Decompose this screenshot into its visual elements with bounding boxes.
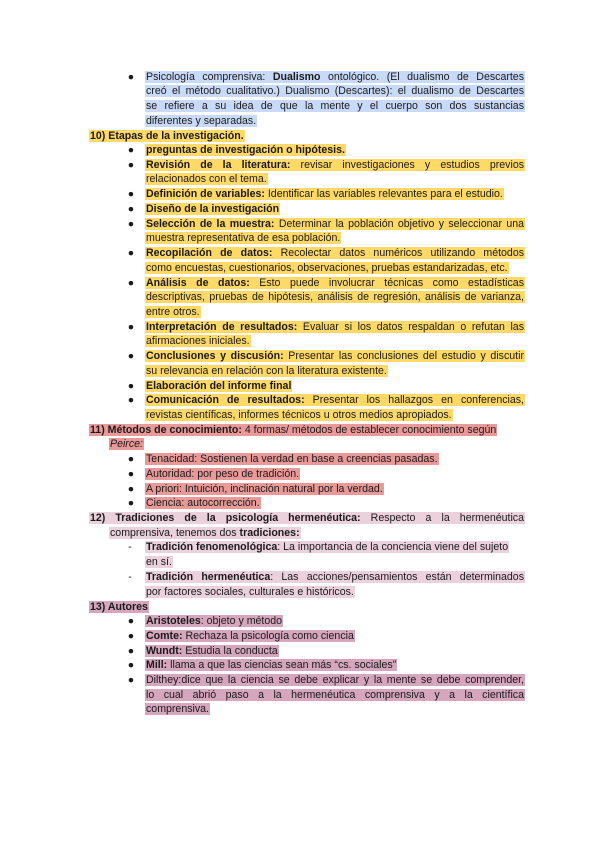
s10-item6: Recopilación de datos: Recolectar datos numéricos utilizando métodos	[146, 247, 525, 259]
item9-line3: se refiere a su idea de que la mente y el cuerpo son dos sustancias	[146, 100, 524, 112]
s10-item6-cont: como encuestas, cuestionarios, observaciones, pruebas estandarizadas, etc.	[146, 262, 508, 274]
s10-item8: Interpretación de resultados: Evaluar si los datos respaldan o refutan las	[146, 321, 524, 333]
s10-item2-cont: relacionados con el tema.	[146, 173, 267, 185]
bullet-icon: ●	[127, 645, 135, 657]
s13-dilthey-line3: comprensiva.	[146, 703, 209, 715]
s13-dilthey-line2: lo cual abrió paso a la hermenéutica comprensiva y a la científica	[146, 689, 524, 701]
bullet-icon: ●	[127, 71, 135, 83]
s13-item3: Wundt: Estudia la conducta	[146, 645, 278, 657]
s10-item7-cont2: entre otros.	[146, 306, 200, 318]
s13-item4: Mill: llama a que las ciencias sean más “cs. sociales”	[146, 659, 397, 671]
bullet-icon: ●	[127, 659, 135, 671]
s12-item1: Tradición fenomenológica: La importancia de la conciencia viene del sujeto	[146, 541, 509, 553]
bullet-icon: ●	[127, 497, 135, 509]
bullet-icon: ●	[127, 247, 135, 259]
s10-item11-cont: revistas científicas, informes técnicos u otros medios apropiados.	[146, 409, 452, 421]
item9-line1: Psicología comprensiva: Dualismo ontológico. (El dualismo de Descartes	[146, 71, 524, 83]
s12-item1-cont: en sí.	[146, 556, 172, 568]
bullet-icon: ●	[127, 380, 135, 392]
section10-heading: 10) Etapas de la investigación.	[90, 130, 244, 142]
s11-item3: A priori: Intuición, inclinación natural por la verdad.	[146, 483, 383, 495]
bullet-icon: ●	[127, 159, 135, 171]
section11-heading: 11) Métodos de conocimiento: 4 formas/ métodos de establecer conocimiento según	[90, 424, 497, 436]
s10-item9-cont: su relevancia en relación con la literatura existente.	[146, 365, 387, 377]
s11-item2: Autoridad: por peso de tradición.	[146, 468, 300, 480]
s10-item11: Comunicación de resultados: Presentar los hallazgos en conferencias,	[146, 394, 524, 406]
s13-dilthey-line1: Dilthey:dice que la ciencia se debe explicar y la mente se debe comprender,	[146, 674, 524, 686]
s13-item1: Aristoteles: objeto y método	[146, 615, 283, 627]
s10-item2: Revisión de la literatura: revisar investigaciones y estudios previos	[146, 159, 525, 171]
s12-item2-cont: por factores sociales, culturales e históricos.	[146, 586, 354, 598]
dash-icon: -	[128, 541, 132, 553]
bullet-icon: ●	[127, 630, 135, 642]
bullet-icon: ●	[127, 483, 135, 495]
section13-heading: 13) Autores	[90, 601, 148, 613]
item9-line4: diferentes y separadas.	[146, 115, 257, 127]
s10-item5: Selección de la muestra: Determinar la población objetivo y seleccionar una	[146, 218, 525, 230]
bullet-icon: ●	[127, 350, 135, 362]
s10-item7-cont: descriptivas, pruebas de hipótesis, análisis de regresión, análisis de varianza,	[146, 291, 524, 303]
item9-line2: creó el método cualitativo.) Dualismo (Descartes): el dualismo de Descartes	[146, 85, 524, 97]
bullet-icon: ●	[127, 203, 135, 215]
s10-item1: preguntas de investigación o hipótesis.	[146, 144, 345, 156]
bullet-icon: ●	[127, 674, 135, 686]
s13-item2: Comte: Rechaza la psicología como ciencia	[146, 630, 354, 642]
section12-heading-cont: comprensiva, tenemos dos tradiciones:	[110, 527, 300, 539]
section12-heading: 12) Tradiciones de la psicología hermenéutica: Respecto a la hermenéutica	[90, 512, 524, 524]
bullet-icon: ●	[127, 277, 135, 289]
s11-item4: Ciencia: autocorrección.	[146, 497, 260, 509]
s10-item8-cont: afirmaciones iniciales.	[146, 335, 250, 347]
bullet-icon: ●	[127, 615, 135, 627]
section11-heading-cont: Peirce:	[110, 438, 143, 450]
s12-item2: Tradición hermenéutica: Las acciones/pensamientos están determinados	[146, 571, 524, 583]
dash-icon: -	[128, 571, 132, 583]
s10-item5-cont: muestra representativa de esa población.	[146, 232, 341, 244]
bullet-icon: ●	[127, 218, 135, 230]
bullet-icon: ●	[127, 321, 135, 333]
s10-item7: Análisis de datos: Esto puede involucrar técnicas como estadísticas	[146, 277, 524, 289]
s10-item10: Elaboración del informe final	[146, 380, 292, 392]
s10-item4: Diseño de la investigación	[146, 203, 280, 215]
bullet-icon: ●	[127, 468, 135, 480]
bullet-icon: ●	[127, 188, 135, 200]
s10-item9: Conclusiones y discusión: Presentar las conclusiones del estudio y discutir	[146, 350, 524, 362]
s10-item3: Definición de variables: Identificar las variables relevantes para el estudio.	[146, 188, 503, 200]
s11-item1: Tenacidad: Sostienen la verdad en base a creencias pasadas.	[146, 453, 438, 465]
bullet-icon: ●	[127, 394, 135, 406]
bullet-icon: ●	[127, 144, 135, 156]
bullet-icon: ●	[127, 453, 135, 465]
